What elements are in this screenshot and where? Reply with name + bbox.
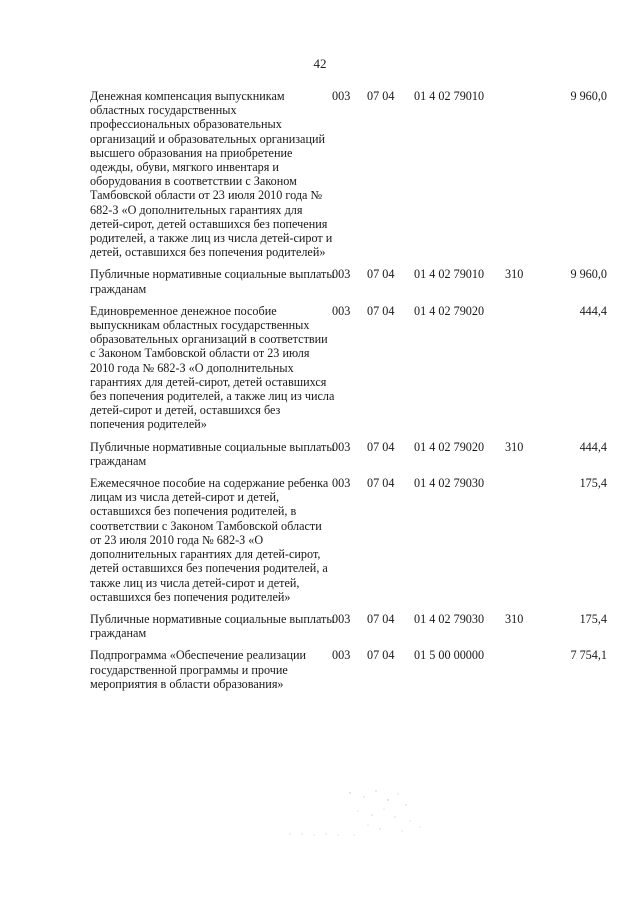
table-row <box>0 89 640 259</box>
table-row <box>0 648 640 691</box>
row-amount: 9 960,0 <box>570 267 607 282</box>
row-target-item-code: 01 5 00 00000 <box>414 648 485 663</box>
row-department-code: 003 <box>332 476 351 491</box>
row-department-code: 003 <box>332 89 351 103</box>
row-amount: 7 754,1 <box>570 648 607 663</box>
row-department-code: 003 <box>332 303 351 318</box>
table-row <box>0 267 640 295</box>
row-section-code: 07 04 <box>367 648 395 663</box>
row-description: Подпрограмма «Обеспечение реализации государственной программы и прочие мероприятия в области образования» <box>90 648 307 691</box>
row-section-code: 07 04 <box>367 89 395 103</box>
table-row <box>0 440 640 468</box>
row-amount: 9 960,0 <box>570 89 607 103</box>
row-expense-type-code: 310 <box>505 439 524 454</box>
row-description: Публичные нормативные социальные выплаты гражданам <box>90 611 335 641</box>
row-section-code: 07 04 <box>367 267 395 282</box>
table-row <box>0 476 640 604</box>
scan-noise <box>280 785 440 845</box>
row-department-code: 003 <box>332 267 351 282</box>
page-number: 42 <box>313 56 327 71</box>
row-target-item-code: 01 4 02 79010 <box>414 267 485 282</box>
row-target-item-code: 01 4 02 79010 <box>414 89 485 103</box>
row-amount: 444,4 <box>579 303 607 318</box>
row-department-code: 003 <box>332 611 351 626</box>
row-description: Ежемесячное пособие на содержание ребенка лицам из числа детей-сирот и детей, оставшихся без попечения родителей, в соответствии с Законом Тамбовской области от 23 июля 2010 года № 682-З «О дополнительных гарантиях для детей-сирот, детей оставшихся без попечения родителей, а также лиц из числа детей-сирот и детей, оставшихся без попечения родителей» <box>90 476 329 604</box>
row-department-code: 003 <box>332 648 351 663</box>
row-amount: 175,4 <box>579 611 607 626</box>
row-amount: 175,4 <box>579 476 607 491</box>
table-row <box>0 612 640 640</box>
budget-table <box>0 89 640 699</box>
row-section-code: 07 04 <box>367 439 395 454</box>
row-amount: 444,4 <box>579 439 607 454</box>
row-description: Публичные нормативные социальные выплаты гражданам <box>90 267 335 296</box>
row-section-code: 07 04 <box>367 611 395 626</box>
row-section-code: 07 04 <box>367 476 395 491</box>
row-description: Денежная компенсация выпускникам областных государственных профессиональных образовательных организаций и образовательных организаций высшего образования на приобретение одежды, обуви, мягкого инвентаря и оборудования в соответствии с Законом Тамбовской области от 23 июля 2010 года № 682-З «О дополнительных гарантиях для детей-сирот, детей оставшихся без попечения родителей, а также лиц из числа детей-сирот и детей, оставшихся без попечения родителей» <box>90 89 333 260</box>
row-target-item-code: 01 4 02 79030 <box>414 611 485 626</box>
row-target-item-code: 01 4 02 79020 <box>414 303 485 318</box>
row-target-item-code: 01 4 02 79030 <box>414 476 485 491</box>
row-section-code: 07 04 <box>367 303 395 318</box>
row-expense-type-code: 310 <box>505 267 524 282</box>
row-target-item-code: 01 4 02 79020 <box>414 439 485 454</box>
row-department-code: 003 <box>332 439 351 454</box>
row-expense-type-code: 310 <box>505 611 524 626</box>
table-row <box>0 304 640 432</box>
row-description: Публичные нормативные социальные выплаты гражданам <box>90 439 335 468</box>
row-description: Единовременное денежное пособие выпускникам областных государственных образовательных организаций в соответствии с Законом Тамбовской области от 23 июля 2010 года № 682-З «О дополнительных гарантиях для детей-сирот, детей оставшихся без попечения родителей, а также лиц из числа детей-сирот и детей, оставшихся без попечения родителей» <box>90 303 335 432</box>
